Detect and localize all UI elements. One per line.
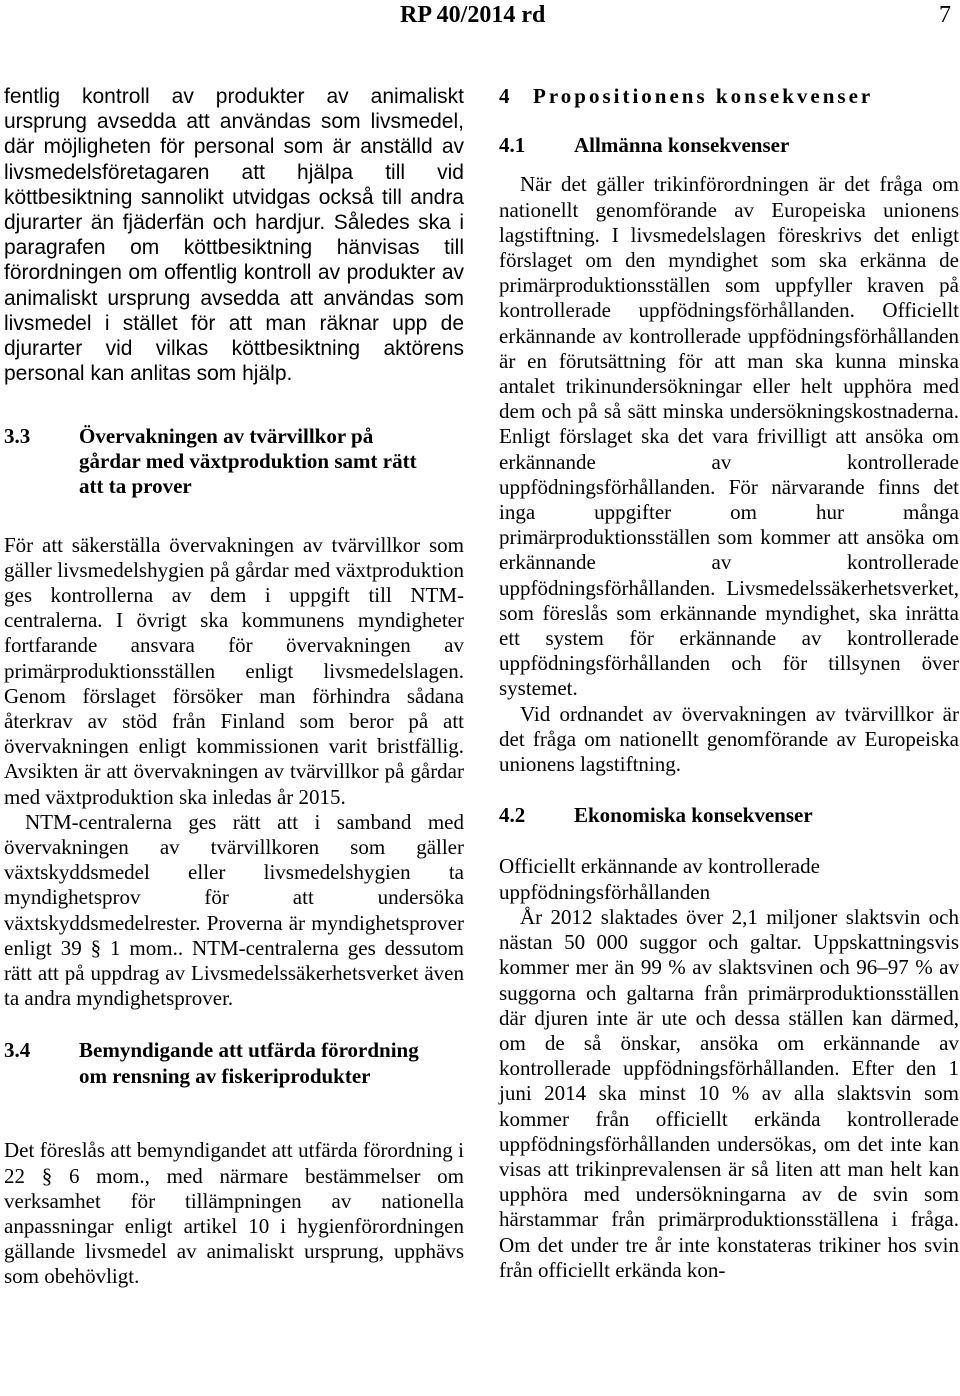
chapter-title: Propositionens konsekvenser [533, 84, 874, 108]
section-title: Bemyndigande att utfärda förordning om rensning av fiskeriprodukter [79, 1038, 419, 1088]
right-column [499, 84, 959, 1283]
paragraph-ntm-samples: NTM-centralerna ges rätt att i samband med övervakningen av tvärvillkoren som gäller växtskyddsmedel eller livsmedelshygien ta myndighetsprov för att undersöka växtskyddsmedelrester. Proverna är myndighetsprover enligt 39 § 1 mom.. NTM-centralerna ges dessutom rätt att på uppdrag av Livsmedelssäkerhetsverket även ta andra myndighetsprover. [4, 809, 464, 1011]
section-heading-4-1 [499, 133, 959, 158]
chapter-heading-4 [499, 84, 959, 109]
paragraph-cross-compliance-eu: Vid ordnandet av övervakningen av tvärvillkor är det fråga om nationellt genomförande av Europeiska unionens lagstiftning. [499, 701, 959, 777]
section-heading-4-2 [499, 803, 959, 828]
paragraph-authorization: Det föreslås att bemyndigandet att utfärda förordning i 22 § 6 mom., med närmare bestämmelser om verksamhet för tillämpningen av nationella anpassningar enligt artikel 10 i hygienförordningen gällande livsmedel av animaliskt ursprung, upphävs som obehövligt. [4, 1138, 464, 1289]
paragraph-slaughter-statistics: År 2012 slaktades över 2,1 miljoner slaktsvin och nästan 50 000 suggor och galtar. Uppskattningsvis kommer mer än 99 % av slaktsvinen och 96–97 % av suggorna och galtarna från primärproduktionsställen där djuren inte är ute och dessa ställen kan därmed, om de så önskar, ansöka om erkännande av kontrollerade uppfödningsförhållanden. Efter den 1 juni 2014 ska minst 10 % av alla slaktsvin som kommer från officiellt erkända kontrollerade uppfödningsförhållanden undersökas, om det inte kan visas att trikinprevalensen är så liten att man helt kan upphöra med undersökningarna av de svin som härstammar från primärproduktionsställena i fråga. Om det under tre år inte konstateras trikiner hos svin från officiellt erkända kon- [499, 904, 959, 1282]
section-number: 3.3 [4, 424, 31, 448]
chapter-number: 4 [499, 84, 513, 108]
left-column [4, 84, 464, 1290]
document-id: RP 40/2014 rd [400, 2, 546, 28]
section-title: Övervakningen av tvärvillkor på gårdar med växtproduktion samt rätt att ta prover [79, 424, 417, 499]
paragraph-trichinella-regulation: När det gäller trikinförordningen är det fråga om nationellt genomförande av Europeiska unionens lagstiftning. I livsmedelslagen föreskrivs det enligt förslaget om den myndighet som ska erkänna de primärproduktionsställen som uppfyller kraven på kontrollerade uppfödningsförhållanden. Officiellt erkännande av kontrollerade uppfödningsförhållanden är en förutsättning för att man ska kunna minska antalet trikinundersökningar eller helt upphöra med dem och på så sätt minska undersökningskostnaderna. Enligt förslaget ska det vara frivilligt att ansöka om erkännande av kontrollerade uppfödningsförhållanden. För närvarande finns det inga uppgifter om hur många primärproduktionsställen som kommer att ansöka om erkännande av kontrollerade uppfödningsförhållanden. Livsmedelssäkerhetsverket, som föreslås som erkännande myndighet, ska inrätta ett system för erkännande av kontrollerade uppfödningsförhållanden och för tillsynen över systemet. [499, 172, 959, 701]
page-header [0, 2, 960, 36]
subheading-official-recognition: Officiellt erkännande av kontrollerade uppfödningsförhållanden [499, 854, 820, 904]
section-heading-3-3 [4, 424, 464, 500]
section-number: 4.2 [499, 803, 526, 828]
section-number: 4.1 [499, 133, 526, 158]
page-number: 7 [939, 2, 951, 28]
section-heading-3-4 [4, 1038, 464, 1114]
paragraph-cross-compliance: För att säkerställa övervakningen av tvärvillkor som gäller livsmedelshygien på gårdar med växtproduktion ges kontrollerna av dem i uppgift till NTM-centralerna. I övrigt ska kommunens myndigheter fortfarande ansvara för övervakningen av primärproduktionsställen enligt livsmedelslagen. Genom förslaget försöker man förhindra sådana återkrav av stöd från Finland som beror på att övervakningen enligt kommissionen varit bristfällig. Avsikten är att övervakningen av tvärvillkor på gårdar med växtproduktion ska inledas år 2015. [4, 532, 464, 809]
section-title: Ekonomiska konsekvenser [574, 803, 813, 828]
section-title: Allmänna konsekvenser [574, 133, 790, 158]
paragraph-meat-inspection: fentlig kontroll av produkter av animaliskt ursprung avsedda att användas som livsmedel, där möjligheten för personal som är anställd av livsmedelsföretagaren att hjälpa till vid köttbesiktning sannolikt utvidgas också till andra djurarter än fjäderfän och hardjur. Således ska i paragrafen om köttbesiktning hänvisas till förordningen om offentlig kontroll av produkter av animaliskt ursprung avsedda att användas som livsmedel i stället för att man räknar upp de djurarter vid vilkas köttbesiktning aktörens personal kan anlitas som hjälp. [4, 85, 464, 386]
section-number: 3.4 [4, 1038, 31, 1063]
